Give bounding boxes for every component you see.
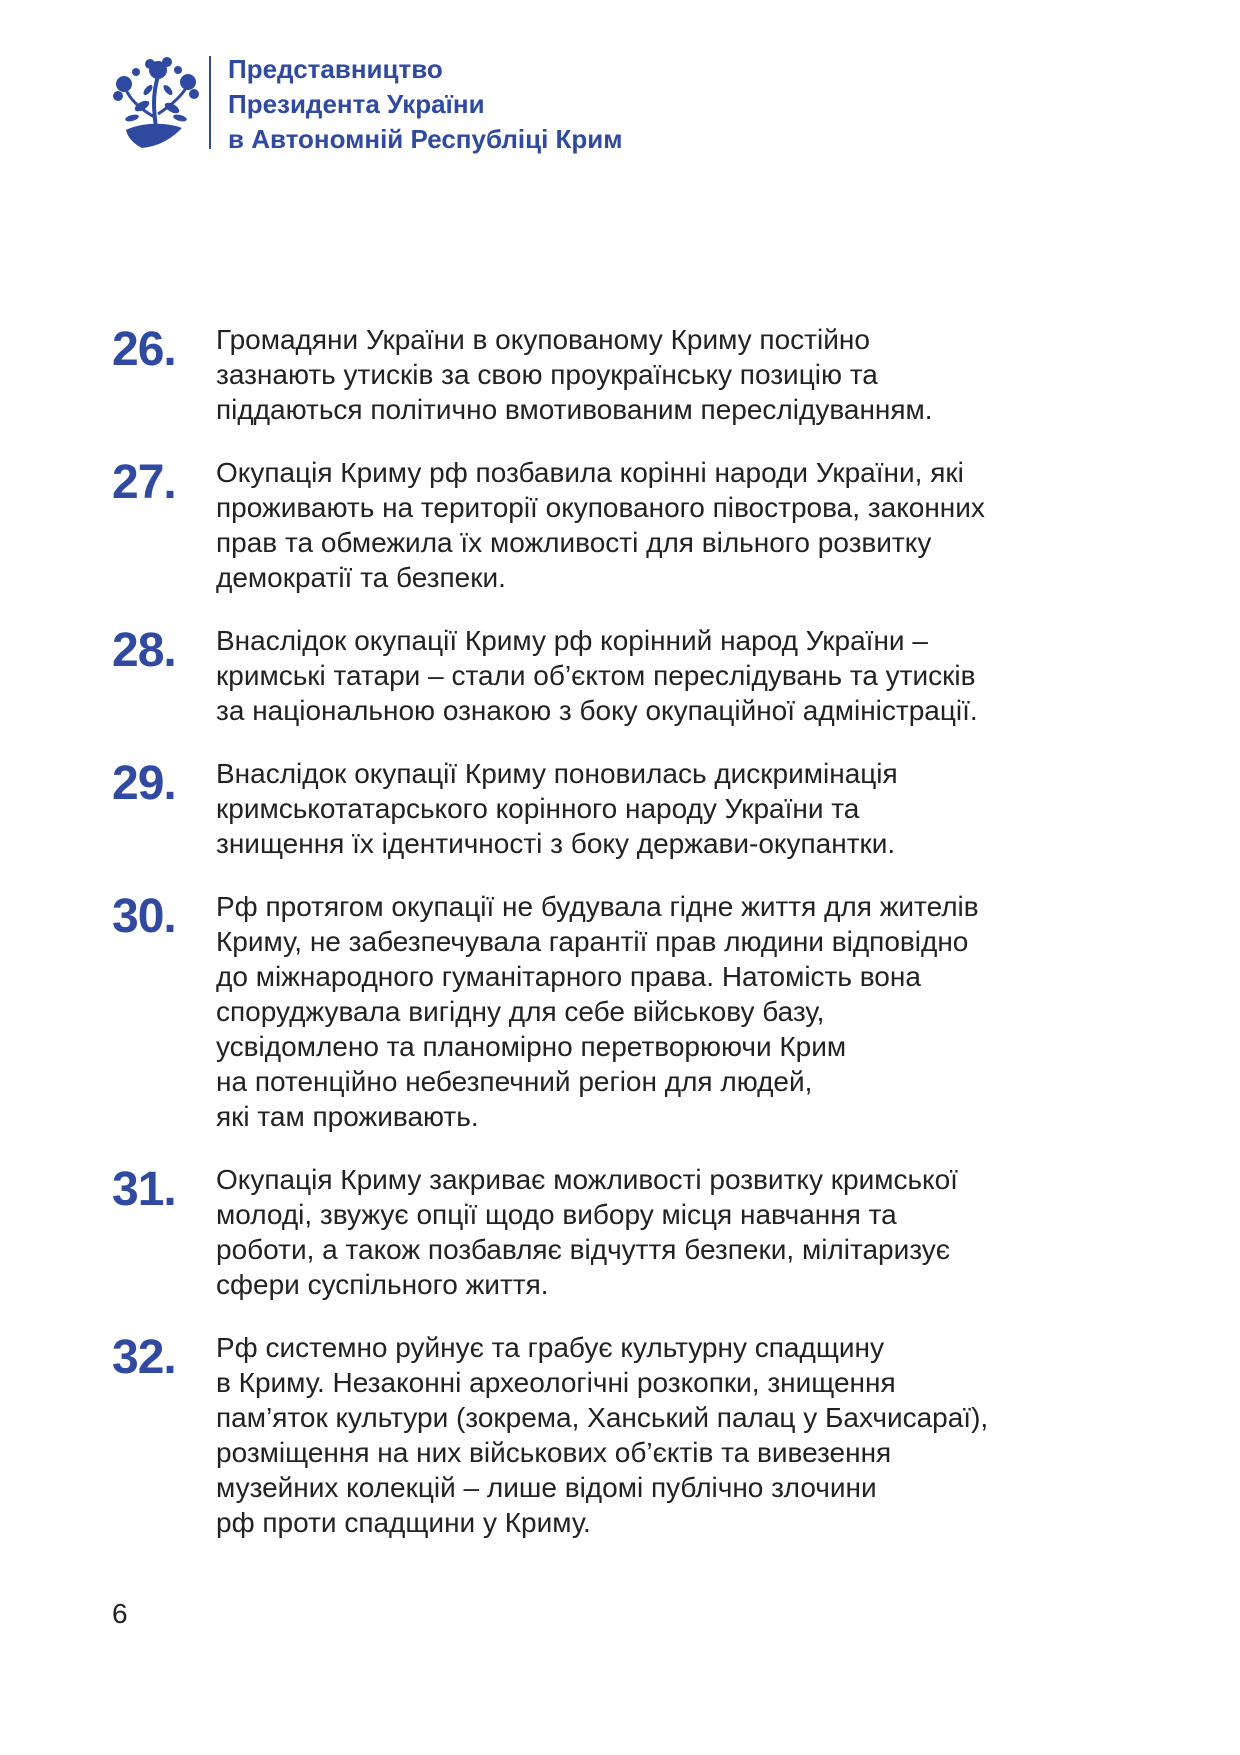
floral-emblem-icon [112, 52, 202, 152]
text-line: розміщення на них військових об’єктів та вивезення [216, 1437, 892, 1468]
text-line: піддаються політично вмотивованим переслідуванням. [216, 394, 933, 425]
list-item [112, 322, 1132, 427]
list-item [112, 1162, 1132, 1302]
item-number: 28. [112, 624, 176, 677]
numbered-list [112, 322, 1132, 1540]
text-line: усвідомлено та планомірно перетворюючи Крим [216, 1031, 847, 1062]
text-line: демократії та безпеки. [216, 562, 506, 593]
list-item [112, 1330, 1132, 1540]
item-number: 29. [112, 757, 176, 810]
item-text [216, 756, 1146, 861]
text-line: рф проти спадщини у Криму. [216, 1507, 591, 1538]
text-line: Окупація Криму рф позбавила корінні народи України, які [216, 457, 964, 488]
text-line: Окупація Криму закриває можливості розвитку кримської [216, 1164, 958, 1195]
item-text [216, 1330, 1146, 1540]
text-line: Рф протягом окупації не будувала гідне життя для жителів [216, 891, 979, 922]
text-line: на потенційно небезпечний регіон для людей, [216, 1066, 813, 1097]
list-item [112, 455, 1132, 595]
item-text [216, 455, 1146, 595]
text-line: за національною ознакою з боку окупаційної адміністрації. [216, 695, 978, 726]
text-line: музейних колекцій – лише відомі публічно злочини [216, 1472, 877, 1503]
item-number: 30. [112, 890, 176, 943]
item-number: 26. [112, 323, 176, 376]
text-line: Внаслідок окупації Криму поновилась дискримінація [216, 758, 898, 789]
header-divider [209, 56, 211, 149]
list-item [112, 889, 1132, 1134]
text-line: які там проживають. [216, 1101, 479, 1132]
list-item [112, 756, 1132, 861]
item-text [216, 889, 1146, 1134]
item-number: 27. [112, 456, 176, 509]
text-line: споруджувала вигідну для себе військову базу, [216, 996, 825, 1027]
text-line: проживають на території окупованого півострова, законних [216, 492, 985, 523]
text-line: знищення їх ідентичності з боку держави-окупантки. [216, 828, 896, 859]
text-line: молоді, звужує опції щодо вибору місця навчання та [216, 1199, 897, 1230]
text-line: Криму, не забезпечувала гарантії прав людини відповідно [216, 926, 969, 957]
list-item [112, 623, 1132, 728]
org-line: Президента України [228, 89, 485, 119]
text-line: зазнають утисків за свою проукраїнську позицію та [216, 359, 878, 390]
text-line: сфери суспільного життя. [216, 1269, 549, 1300]
organization-name [228, 52, 623, 157]
item-number: 32. [112, 1331, 176, 1384]
item-number: 31. [112, 1163, 176, 1216]
text-line: в Криму. Незаконні археологічні розкопки, знищення [216, 1367, 896, 1398]
text-line: Внаслідок окупації Криму рф корінний народ України – [216, 625, 928, 656]
org-line: в Автономній Республіці Крим [228, 124, 623, 154]
text-line: роботи, а також позбавляє відчуття безпеки, мілітаризує [216, 1234, 951, 1265]
page-number: 6 [112, 1598, 128, 1629]
text-line: прав та обмежила їх можливості для вільного розвитку [216, 527, 932, 558]
text-line: Рф системно руйнує та грабує культурну спадщину [216, 1332, 884, 1363]
item-text [216, 322, 1146, 427]
text-line: кримськотатарського корінного народу України та [216, 793, 860, 824]
text-line: до міжнародного гуманітарного права. Натомість вона [216, 961, 921, 992]
item-text [216, 1162, 1146, 1302]
item-text [216, 623, 1146, 728]
text-line: кримські татари – стали об’єктом переслідувань та утисків [216, 660, 976, 691]
text-line: Громадяни України в окупованому Криму постійно [216, 324, 870, 355]
org-line: Представництво [228, 54, 443, 84]
text-line: пам’яток культури (зокрема, Ханський палац у Бахчисараї), [216, 1402, 989, 1433]
